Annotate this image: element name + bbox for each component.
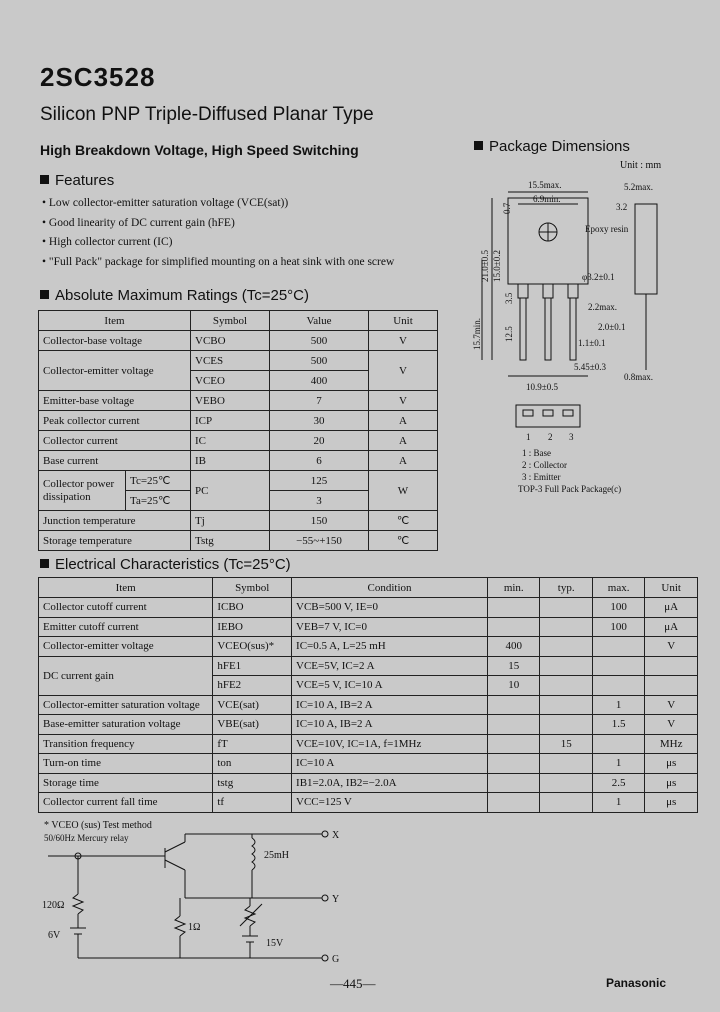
cell-max bbox=[592, 637, 645, 657]
feature-item: • High collector current (IC) bbox=[42, 236, 173, 248]
page-number: —445— bbox=[330, 976, 376, 991]
cell-typ bbox=[540, 617, 592, 637]
cell-min bbox=[488, 773, 540, 793]
table-row bbox=[39, 793, 698, 813]
table-row: Base current IB 6 A bbox=[39, 451, 438, 471]
cell-item: DC current gain bbox=[39, 656, 213, 695]
dim-label: 10.9±0.5 bbox=[526, 382, 558, 392]
table-row: VCEO 400 bbox=[39, 371, 438, 391]
table-header bbox=[39, 311, 438, 331]
cell-min: 400 bbox=[488, 637, 540, 657]
cell-cond: VCE=5 V, IC=10 A bbox=[292, 676, 488, 696]
cell-item: Collector-emitter voltage bbox=[39, 637, 213, 657]
cell-cond: IC=0.5 A, L=25 mH bbox=[292, 637, 488, 657]
cell-unit: V bbox=[645, 695, 698, 715]
dim-label: 0.8max. bbox=[624, 372, 653, 382]
table-row bbox=[39, 598, 698, 618]
bullet-square-icon bbox=[474, 141, 483, 150]
pin-legend: TOP-3 Full Pack Package(c) bbox=[518, 484, 622, 494]
terminal-g: G bbox=[332, 954, 340, 965]
cell-symbol: tf bbox=[213, 793, 292, 813]
dim-label: 21.0±0.5 bbox=[480, 250, 490, 282]
cell-min bbox=[488, 695, 540, 715]
cell-max: 1 bbox=[592, 695, 645, 715]
dim-label: 6.9min. bbox=[533, 194, 561, 204]
dim-label: 5.45±0.3 bbox=[574, 362, 606, 372]
lead-3 bbox=[570, 298, 576, 360]
table-row bbox=[39, 734, 698, 754]
test-circuit-title: * VCEO (sus) Test method bbox=[44, 820, 152, 831]
package-heading: Package Dimensions bbox=[474, 138, 630, 155]
electrical-table bbox=[38, 577, 698, 813]
cell-typ: 15 bbox=[540, 734, 592, 754]
bullet-square-icon bbox=[40, 175, 49, 184]
table-row: Collector-base voltage VCBO 500 V bbox=[39, 331, 438, 351]
cell-typ bbox=[540, 715, 592, 735]
inductor-label: 25mH bbox=[264, 850, 289, 861]
cell-max bbox=[592, 734, 645, 754]
table-row bbox=[39, 773, 698, 793]
pin-number: 2 bbox=[548, 432, 553, 442]
package-drawing bbox=[470, 170, 710, 500]
cell-min bbox=[488, 754, 540, 774]
pin-legend: 2 : Collector bbox=[522, 460, 567, 470]
electrical-heading: Electrical Characteristics (Tc=25°C) bbox=[40, 556, 291, 573]
dim-label: 2.2max. bbox=[588, 302, 617, 312]
col-value: Value bbox=[270, 311, 369, 331]
dim-label: 3.2 bbox=[616, 202, 628, 212]
cell-symbol: tstg bbox=[213, 773, 292, 793]
features-list bbox=[42, 194, 442, 272]
cell-unit: μs bbox=[645, 793, 698, 813]
cell-item: Collector-emitter saturation voltage bbox=[39, 695, 213, 715]
cell-cond: IC=10 A bbox=[292, 754, 488, 774]
cell-symbol: VCE(sat) bbox=[213, 695, 292, 715]
dim-label: Epoxy resin bbox=[585, 224, 629, 234]
cell-unit: μs bbox=[645, 773, 698, 793]
table-row: Collector power dissipation Tc=25℃ PC 125 W bbox=[39, 471, 438, 491]
device-type: Silicon PNP Triple-Diffused Planar Type bbox=[40, 104, 374, 125]
table-row bbox=[39, 754, 698, 774]
cell-item: Base-emitter saturation voltage bbox=[39, 715, 213, 735]
resistor-1 bbox=[175, 916, 185, 936]
pin-number: 3 bbox=[569, 432, 574, 442]
cell-item: Transition frequency bbox=[39, 734, 213, 754]
dim-label: φ3.2±0.1 bbox=[582, 272, 615, 282]
col-unit: Unit bbox=[369, 311, 438, 331]
table-row: Peak collector current ICP 30 A bbox=[39, 411, 438, 431]
cell-unit: μs bbox=[645, 754, 698, 774]
cell-unit: V bbox=[645, 637, 698, 657]
dim-label: 0.7 bbox=[502, 202, 512, 214]
relay-label: 50/60Hz Mercury relay bbox=[44, 833, 129, 843]
dim-label: 2.0±0.1 bbox=[598, 322, 626, 332]
bullet-square-icon bbox=[40, 559, 49, 568]
cell-cond: VCC=125 V bbox=[292, 793, 488, 813]
cell-typ bbox=[540, 793, 592, 813]
table-row: Junction temperature Tj 150 ℃ bbox=[39, 511, 438, 531]
features-heading: Features bbox=[40, 172, 114, 189]
cell-symbol: VCEO(sus)* bbox=[213, 637, 292, 657]
dim-label: 15.5max. bbox=[528, 180, 562, 190]
lead-1 bbox=[520, 298, 526, 360]
feature-item: • Low collector-emitter saturation voltage (VCE(sat)) bbox=[42, 197, 289, 209]
cell-min bbox=[488, 793, 540, 813]
table-row bbox=[39, 617, 698, 637]
table-row: Emitter-base voltage VEBO 7 V bbox=[39, 391, 438, 411]
cell-cond: IC=10 A, IB=2 A bbox=[292, 715, 488, 735]
cell-item: Storage time bbox=[39, 773, 213, 793]
cell-typ bbox=[540, 676, 592, 696]
cell-typ bbox=[540, 656, 592, 676]
dim-label: 15.0±0.2 bbox=[492, 250, 502, 282]
cell-min bbox=[488, 598, 540, 618]
dim-label: 3.5 bbox=[504, 292, 514, 304]
pin-legend: 1 : Base bbox=[522, 448, 551, 458]
cell-cond: IB1=2.0A, IB2=−2.0A bbox=[292, 773, 488, 793]
cell-symbol: fT bbox=[213, 734, 292, 754]
cell-min bbox=[488, 617, 540, 637]
part-number: 2SC3528 bbox=[40, 62, 156, 92]
resistor-120 bbox=[73, 894, 83, 914]
table-row bbox=[39, 715, 698, 735]
abs-max-heading: Absolute Maximum Ratings (Tc=25°C) bbox=[40, 287, 309, 304]
cell-min bbox=[488, 734, 540, 754]
cell-min: 15 bbox=[488, 656, 540, 676]
cell-cond: VCB=500 V, IE=0 bbox=[292, 598, 488, 618]
cell-max: 100 bbox=[592, 598, 645, 618]
col-symbol: Symbol bbox=[191, 311, 270, 331]
cell-unit: μA bbox=[645, 598, 698, 618]
cell-typ bbox=[540, 637, 592, 657]
cell-max: 1 bbox=[592, 754, 645, 774]
cell-max bbox=[592, 656, 645, 676]
cell-cond: VEB=7 V, IC=0 bbox=[292, 617, 488, 637]
feature-item: • "Full Pack" package for simplified mounting on a heat sink with one screw bbox=[42, 255, 395, 268]
brand-logo: Panasonic bbox=[606, 976, 667, 990]
cell-item: Collector current fall time bbox=[39, 793, 213, 813]
cell-max: 2.5 bbox=[592, 773, 645, 793]
cell-max bbox=[592, 676, 645, 696]
cell-item: Collector cutoff current bbox=[39, 598, 213, 618]
inductor bbox=[252, 838, 255, 870]
battery-6v-label: 6V bbox=[48, 930, 61, 941]
feature-item: • Good linearity of DC current gain (hFE) bbox=[42, 216, 235, 229]
table-header: Item Symbol Condition min. typ. max. Unit bbox=[39, 578, 698, 598]
cell-typ bbox=[540, 754, 592, 774]
terminal-y: Y bbox=[332, 894, 340, 905]
cell-max: 1 bbox=[592, 793, 645, 813]
cell-typ bbox=[540, 598, 592, 618]
cell-typ bbox=[540, 695, 592, 715]
col-item: Item bbox=[39, 311, 191, 331]
table-row: Storage temperature Tstg −55~+150 ℃ bbox=[39, 531, 438, 551]
lead-2 bbox=[545, 298, 551, 360]
battery-15v-label: 15V bbox=[266, 938, 284, 949]
table-row: Collector current IC 20 A bbox=[39, 431, 438, 451]
cell-max: 100 bbox=[592, 617, 645, 637]
cell-unit bbox=[645, 656, 698, 676]
cell-item: Emitter cutoff current bbox=[39, 617, 213, 637]
cell-typ bbox=[540, 773, 592, 793]
table-row bbox=[39, 695, 698, 715]
abs-max-table bbox=[38, 310, 438, 551]
cell-cond: VCE=5V, IC=2 A bbox=[292, 656, 488, 676]
cell-min: 10 bbox=[488, 676, 540, 696]
cell-cond: IC=10 A, IB=2 A bbox=[292, 695, 488, 715]
unit-label: Unit : mm bbox=[620, 160, 662, 171]
side-profile bbox=[635, 204, 657, 294]
resistor-120-label: 120Ω bbox=[42, 900, 65, 911]
pin-legend: 3 : Emitter bbox=[522, 472, 561, 482]
cell-cond: VCE=10V, IC=1A, f=1MHz bbox=[292, 734, 488, 754]
cell-unit: μA bbox=[645, 617, 698, 637]
cell-unit bbox=[645, 676, 698, 696]
cell-max: 1.5 bbox=[592, 715, 645, 735]
dim-label: 1.1±0.1 bbox=[578, 338, 606, 348]
test-circuit-diagram bbox=[40, 828, 360, 968]
subtitle: High Breakdown Voltage, High Speed Switching bbox=[40, 142, 359, 158]
cell-symbol: hFE1 bbox=[213, 656, 292, 676]
dim-label: 12.5 bbox=[504, 326, 514, 342]
resistor-1-label: 1Ω bbox=[188, 922, 201, 933]
cell-unit: V bbox=[645, 715, 698, 735]
dim-label: 15.7min. bbox=[472, 317, 482, 350]
dim-label: 5.2max. bbox=[624, 182, 653, 192]
cell-symbol: ICBO bbox=[213, 598, 292, 618]
cell-symbol: IEBO bbox=[213, 617, 292, 637]
table-row bbox=[39, 656, 698, 676]
bullet-square-icon bbox=[40, 290, 49, 299]
pin-number: 1 bbox=[526, 432, 531, 442]
cell-unit: MHz bbox=[645, 734, 698, 754]
cell-symbol: VBE(sat) bbox=[213, 715, 292, 735]
cell-symbol: hFE2 bbox=[213, 676, 292, 696]
cell-symbol: ton bbox=[213, 754, 292, 774]
terminal-x: X bbox=[332, 830, 340, 841]
table-row: Collector-emitter voltage VCES 500 V bbox=[39, 351, 438, 371]
table-row: Ta=25℃ 3 bbox=[39, 491, 438, 511]
cell-item: Turn-on time bbox=[39, 754, 213, 774]
cell-min bbox=[488, 715, 540, 735]
table-row bbox=[39, 637, 698, 657]
